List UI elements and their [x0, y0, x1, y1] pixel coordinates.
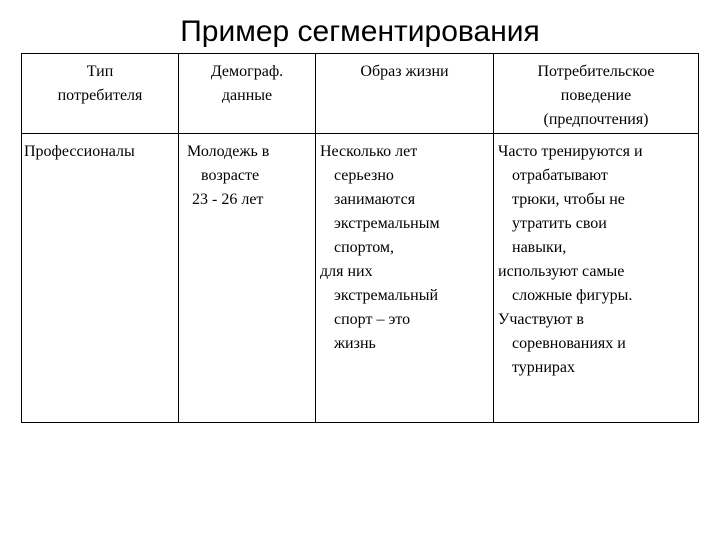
cell-text: экстремальным [334, 215, 440, 232]
cell-text: спортом, [334, 239, 395, 256]
header-text: данные [221, 87, 273, 104]
header-text: поведение [560, 87, 632, 104]
table-row [22, 134, 699, 423]
segmentation-table [21, 53, 699, 423]
table-header-row [22, 54, 699, 134]
cell-text: отрабатывают [512, 167, 608, 184]
cell-text: экстремальный [334, 287, 439, 304]
cell-text: 23 - 26 лет [192, 191, 264, 208]
cell-text: используют самые [498, 263, 625, 280]
cell-lifestyle [316, 134, 494, 423]
cell-text: для них [320, 263, 373, 280]
cell-text: жизнь [334, 335, 376, 352]
header-text: (предпочтения) [543, 111, 649, 128]
cell-text: трюки, чтобы не [512, 191, 625, 208]
cell-text: серьезно [334, 167, 394, 184]
cell-text: сложные фигуры. [512, 287, 633, 304]
cell-consumer-type [22, 134, 179, 423]
cell-demographics [179, 134, 316, 423]
header-text: Потребительское [537, 63, 655, 80]
cell-consumer-behavior [494, 134, 699, 423]
cell-text: Профессионалы [24, 143, 135, 160]
cell-text: возрасте [201, 167, 260, 184]
header-text: Тип [86, 63, 114, 80]
cell-text: Несколько лет [320, 143, 418, 160]
header-lifestyle [316, 54, 494, 134]
cell-text: соревнованиях и [512, 335, 626, 352]
cell-text: Часто тренируются и [498, 143, 643, 160]
cell-text: Молодежь в [187, 143, 270, 160]
slide-title: Пример сегментирования [180, 15, 540, 48]
cell-text: Участвуют в [498, 311, 584, 328]
header-text: потребителя [57, 87, 143, 104]
header-consumer-type [22, 54, 179, 134]
cell-text: спорт – это [334, 311, 411, 328]
header-demographics [179, 54, 316, 134]
cell-text: занимаются [334, 191, 416, 208]
cell-text: турнирах [512, 359, 576, 376]
header-consumer-behavior [494, 54, 699, 134]
header-text: Демограф. [210, 63, 284, 80]
header-text: Образ жизни [360, 63, 449, 80]
cell-text: утратить свои [512, 215, 607, 232]
cell-text: навыки, [512, 239, 567, 256]
